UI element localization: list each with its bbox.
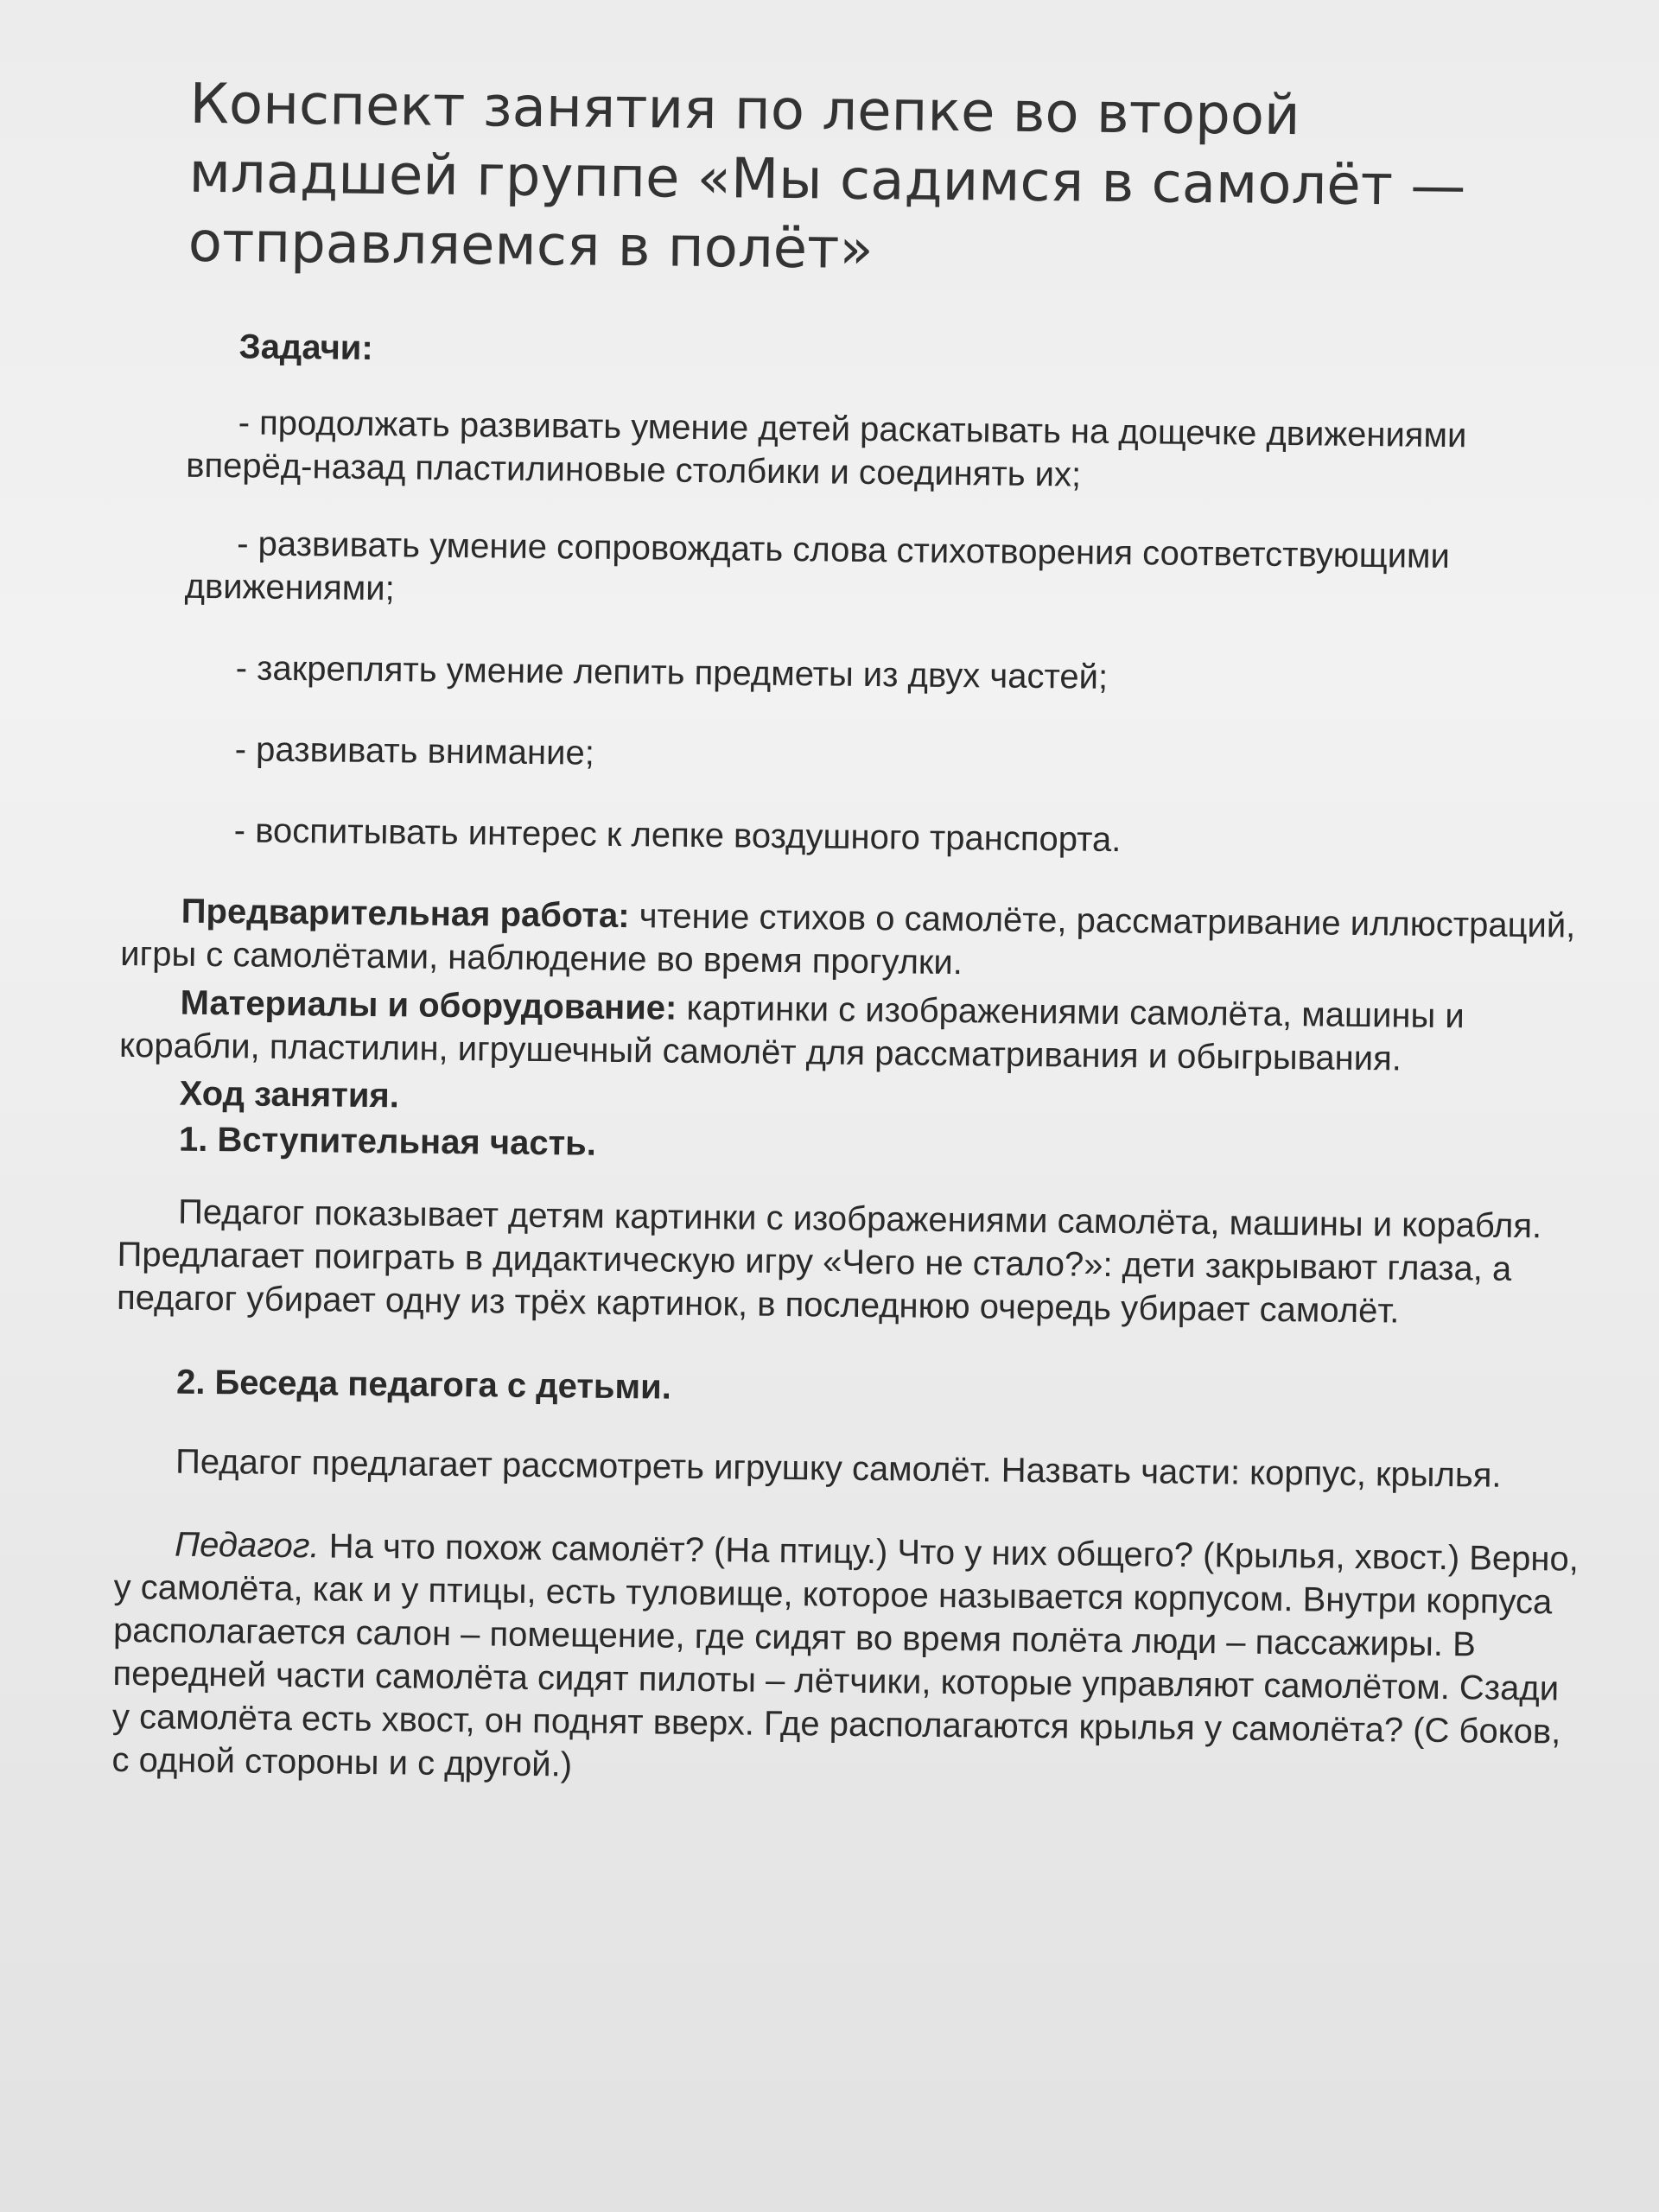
document-title: Конспект занятия по лепке во второй младшей группе «Мы садимся в самолёт — отправляемся в полёт» [188, 72, 1466, 283]
tasks-heading: Задачи: [238, 327, 373, 367]
teacher-dialog-text: На что похож самолёт? (На птицу.) Что у них общего? (Крылья, хвост.) Верно, у самолёта, как и у птицы, есть туловище, которое называется корпусом. Внутри корпуса располагается салон – помещение, где сидят во время полёта люди – пассажиры. В передней части самолёта сидят пилоты – лётчики, которые управляют самолётом. Сзади у самолёта есть хвост, он поднят вверх. Где располагаются крылья у самолёта? (С боков, с одной стороны и с другой.) [111, 1527, 1580, 1784]
task-item: - развивать внимание; [234, 730, 595, 772]
speaker-label: Педагог. [174, 1525, 320, 1566]
task-item: - продолжать развивать умение детей раскатывать на дощечке движениями вперёд-назад пластилиновые столбики и соединять их; [185, 404, 1467, 494]
document-content [111, 69, 1616, 1797]
lesson-heading: Ход занятия. [179, 1074, 400, 1116]
task-item: - развивать умение сопровождать слова стихотворения соответствующими движениями; [184, 524, 1451, 608]
preliminary-work-label: Предварительная работа: [181, 892, 630, 936]
part2-text: Педагог предлагает рассмотреть игрушку самолёт. Назвать части: корпус, крылья. [175, 1442, 1502, 1495]
materials-label: Материалы и оборудование: [180, 983, 677, 1027]
preliminary-work-paragraph [120, 889, 1590, 991]
materials-text: картинки с изображениями самолёта, машины и корабли, пластилин, игрушечный самолёт для рассматривания и обыгрывания. [118, 988, 1465, 1078]
materials-paragraph [119, 981, 1589, 1083]
teacher-dialog-paragraph [111, 1522, 1583, 1797]
part2-heading: 2. Беседа педагога с детьми. [175, 1363, 672, 1407]
task-item: - воспитывать интерес к лепке воздушного транспорта. [233, 811, 1122, 860]
part1-heading: 1. Вступительная часть. [178, 1120, 597, 1163]
task-item: - закреплять умение лепить предметы из двух частей; [235, 649, 1109, 696]
preliminary-work-text: чтение стихов о самолёте, рассматривание иллюстраций, игры с самолётами, наблюдение во время прогулки. [120, 897, 1576, 982]
part1-text: Педагог показывает детям картинки с изображениями самолёта, машины и корабля. Предлагает поиграть в дидактическую игру «Чего не стало?»: дети закрывают глаза, а педагог убирает одну из трёх картинок, в последнюю очередь убирает самолёт. [116, 1192, 1542, 1331]
